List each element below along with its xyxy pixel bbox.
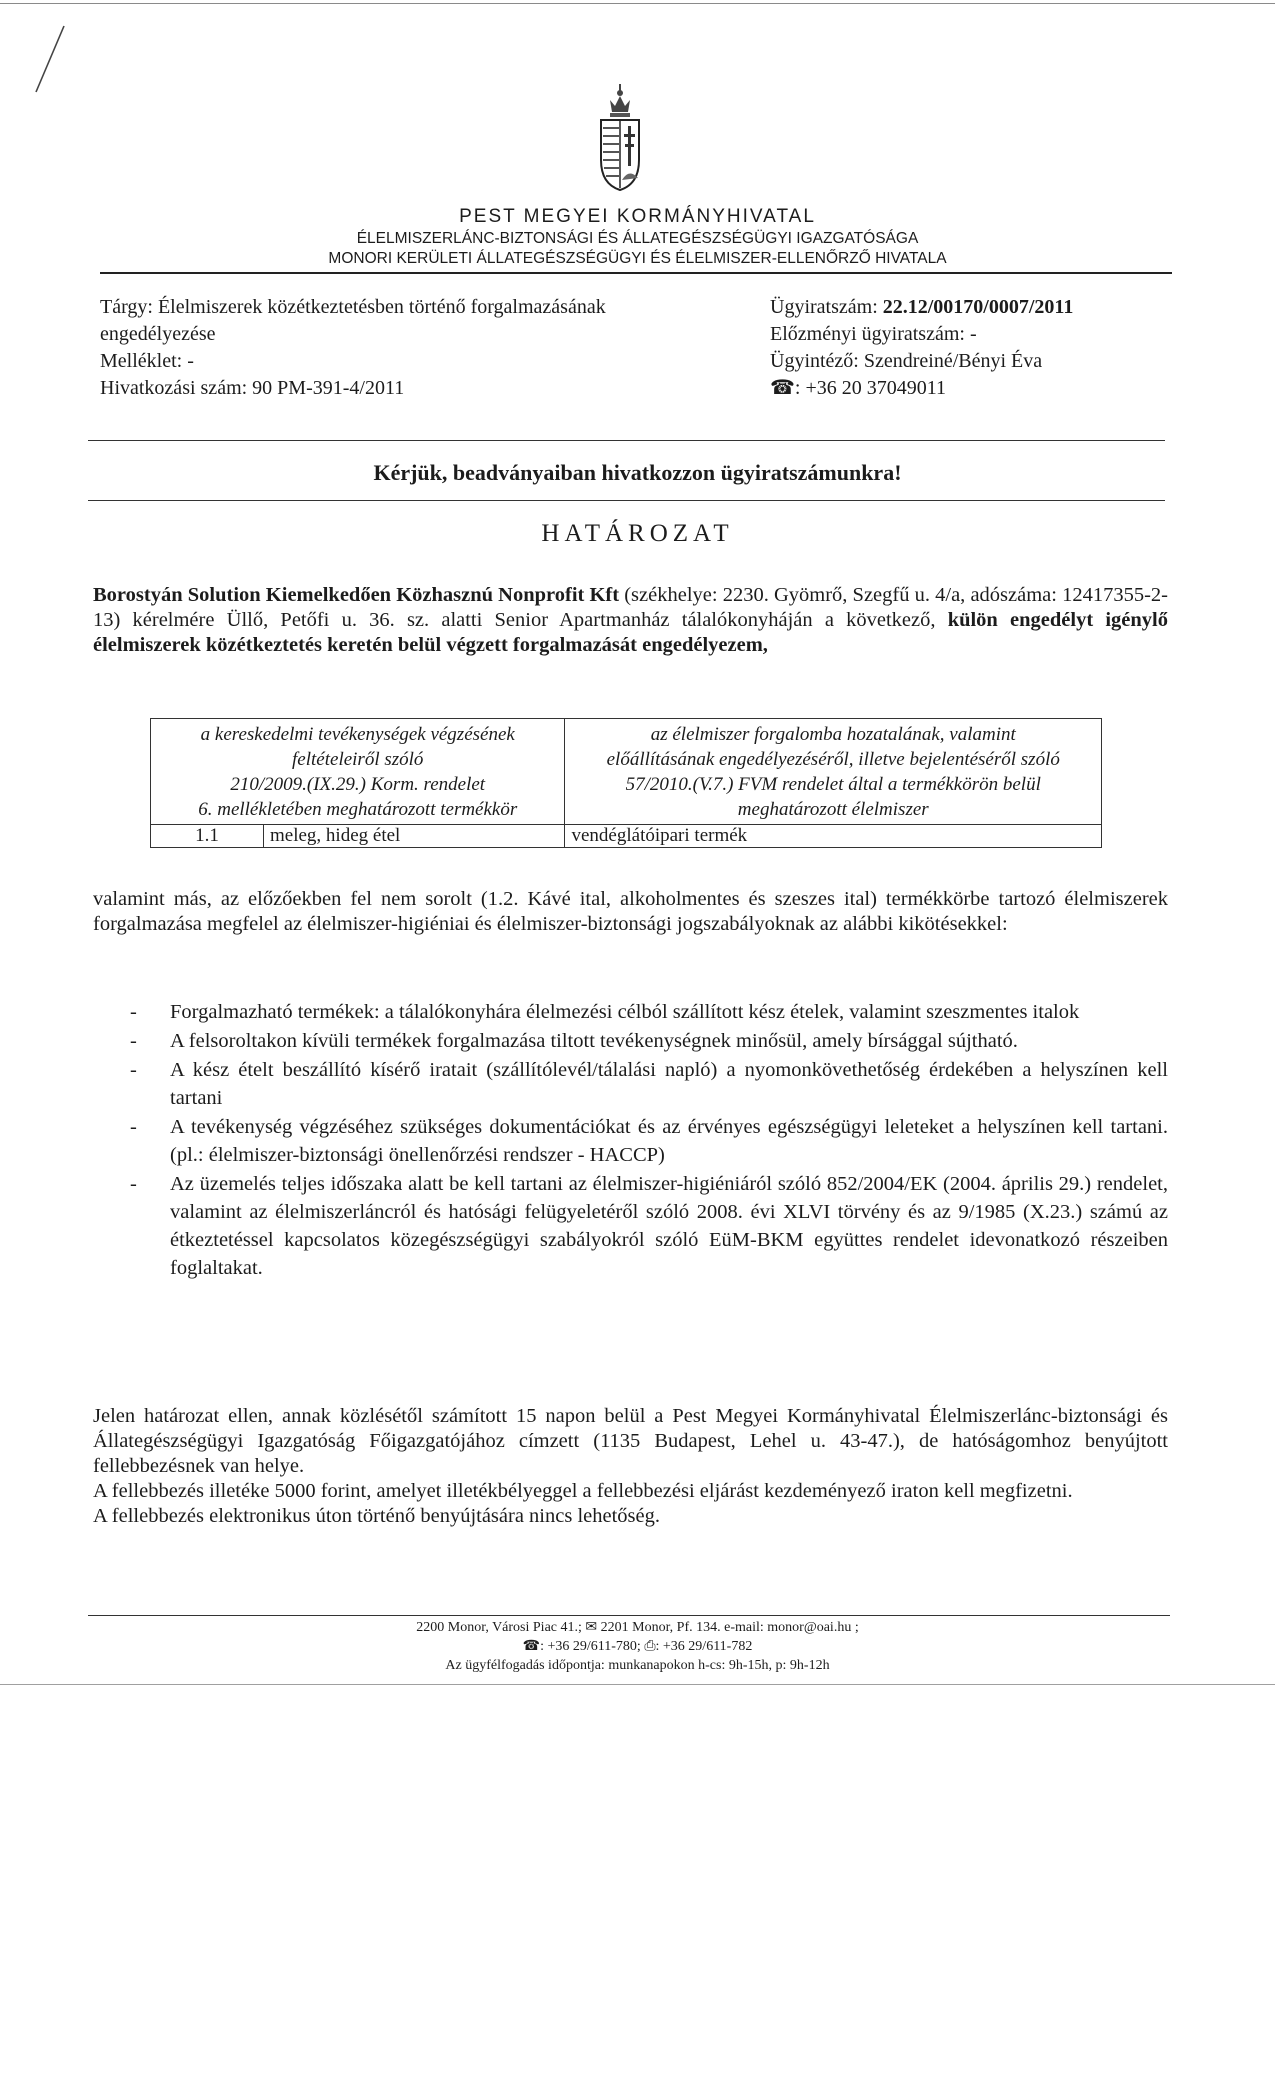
table-header-left — [151, 719, 565, 825]
conditions-intro-paragraph: valamint más, az előzőekben fel nem sorolt (1.2. Kávé ital, alkoholmentes és szeszes ital) termékkörbe tartozó élelmiszerek forgalmazása megfelel az élelmiszer-higiéniai és élelmiszer-biztonsági jogszabályoknak az alábbi kikötésekkel: — [93, 888, 1168, 935]
case-number-label: Ügyiratszám: — [770, 296, 883, 318]
table-cell-code: 1.1 — [151, 825, 264, 848]
table-header-left-line: 6. mellékletében meghatározott termékkör — [198, 799, 518, 820]
condition-text: Az üzemelés teljes időszaka alatt be kell tartani az élelmiszer-higiéniáról szóló 852/2004/EK (2004. április 29.) rendelet, valamint az élelmiszerláncról és hatósági felügyeletéről szóló 2008. évi XLVI törvény és az 9/1985 (X.23.) számú az étkeztetéssel kapcsolatos közegészségügyi szabályokról szóló EüM-BKM együttes rendelet idevonatkozó részeiben foglaltakat. — [170, 1173, 1168, 1279]
appeal-section — [93, 1404, 1168, 1529]
case-officer: Ügyintéző: Szendreiné/Bényi Éva — [770, 350, 1043, 372]
prior-case-number: Előzményi ügyiratszám: - — [770, 323, 977, 345]
condition-text: A kész ételt beszállító kísérő iratait (szállítólevél/tálalási napló) a nyomonkövethetőség érdekében a helyszínen kell tartani — [170, 1059, 1168, 1109]
subject-line-continued: engedélyezése — [100, 323, 216, 345]
envelope-icon: ✉ — [585, 1620, 598, 1635]
list-item — [120, 1027, 1168, 1055]
table-header-left-line: feltételeiről szóló — [292, 749, 424, 770]
list-item — [120, 1056, 1168, 1112]
case-number-line — [770, 294, 1190, 321]
list-dash: - — [130, 1173, 137, 1195]
table-cell-product-group: meleg, hideg étel — [264, 825, 565, 848]
notice-top-rule — [88, 440, 1165, 441]
table-header-right-line: 57/2010.(V.7.) FVM rendelet által a termékkörön belül — [625, 774, 1041, 795]
footer-postal-email: 2201 Monor, Pf. 134. e-mail: monor@oai.hu ; — [597, 1620, 859, 1635]
table-cell-food: vendéglátóipari termék — [565, 825, 1102, 848]
notice-bottom-rule — [88, 500, 1165, 501]
product-category-table — [150, 718, 1102, 848]
condition-text: A tevékenység végzéséhez szükséges dokumentációkat és az érvényes egészségügyi leleteket a helyszínen kell tartani. (pl.: élelmiszer-biztonsági önellenőrzési rendszer - HACCP) — [170, 1116, 1168, 1166]
list-item — [120, 1113, 1168, 1169]
handwritten-slash-mark — [30, 24, 70, 94]
table-header-right — [565, 719, 1102, 825]
case-number-notice: Kérjük, beadványaiban hivatkozzon ügyiratszámunkra! — [373, 460, 902, 485]
top-scan-border — [0, 3, 1275, 4]
header-divider — [100, 272, 1172, 274]
footer-phone-line — [0, 1637, 1275, 1656]
table-header-row — [151, 719, 1102, 825]
table-header-right-line: az élelmiszer forgalomba hozatalának, valamint — [650, 724, 1016, 745]
document-title: HATÁROZAT — [541, 520, 734, 547]
district-office-name: MONORI KERÜLETI ÁLLATEGÉSZSÉGÜGYI ÉS ÉLELMISZER-ELLENŐRZŐ HIVATALA — [328, 250, 947, 267]
table-header-left-line: 210/2009.(IX.29.) Korm. rendelet — [230, 774, 486, 795]
appeal-paragraph: Jelen határozat ellen, annak közlésétől számított 15 napon belül a Pest Megyei Kormányhivatal Élelmiszerlánc-biztonsági és Állategészségügyi Igazgatóság Főigazgatójához címzett (1135 Budapest, Lehel u. 43-47.), de hatóságomhoz benyújtott fellebbezésnek van helye. — [93, 1405, 1168, 1477]
intro-text: (székhelye: 2230. Gyömrő, Szegfű u. 4/a, adószáma: 12417355-2-13) kérelmére Üllő, Petőfi u. 36. sz. alatti Senior Apartmanház tálalókonyháján a következő, — [93, 584, 1168, 631]
condition-text: Forgalmazható termékek: a tálalókonyhára élelmezési célból szállított kész ételek, valamint szeszmentes italok — [170, 1001, 1080, 1023]
table-header-right-line: előállításának engedélyezéséről, illetve bejelentéséről szóló — [606, 749, 1060, 770]
hungarian-coat-of-arms-icon — [598, 82, 642, 192]
list-item — [120, 998, 1168, 1026]
applicant-company: Borostyán Solution Kiemelkedően Közhasznú Nonprofit Kft — [93, 584, 620, 606]
list-dash: - — [130, 1001, 137, 1023]
attachment-line: Melléklet: - — [100, 350, 194, 372]
phone-number: : +36 20 37049011 — [794, 377, 947, 399]
table-row — [151, 825, 1102, 848]
phone-icon: ☎ — [770, 377, 795, 399]
organization-name: PEST MEGYEI KORMÁNYHIVATAL — [459, 206, 816, 227]
phone-line — [770, 375, 1190, 402]
phone-icon: ☎ — [522, 1639, 541, 1654]
subject-line: Tárgy: Élelmiszerek közétkeztetésben történő forgalmazásának — [100, 296, 606, 318]
directorate-name: ÉLELMISZERLÁNC-BIZTONSÁGI ÉS ÁLLATEGÉSZSÉGÜGYI IGAZGATÓSÁGA — [356, 230, 919, 247]
footer-phone: : +36 29/611-780; — [540, 1639, 645, 1654]
bottom-scan-border — [0, 1684, 1275, 1685]
footer-address: 2200 Monor, Városi Piac 41.; — [416, 1620, 586, 1635]
permission-statement: külön engedélyt igénylő élelmiszerek közétkeztetés keretén belül végzett forgalmazását engedélyezem, — [93, 609, 1168, 656]
table-header-left-line: a kereskedelmi tevékenységek végzésének — [200, 724, 515, 745]
list-item — [120, 1170, 1168, 1282]
table-header-right-line: meghatározott élelmiszer — [737, 799, 929, 820]
appeal-fee-paragraph: A fellebbezés illetéke 5000 forint, amelyet illetékbélyeggel a fellebbezési eljárást kezdeményező iraton kell megfizetni. — [93, 1480, 1073, 1502]
condition-text: A felsoroltakon kívüli termékek forgalmazása tiltott tevékenységnek minősül, amely bírsággal sújtható. — [170, 1030, 1018, 1052]
case-number-value: 22.12/00170/0007/2011 — [882, 296, 1074, 318]
list-dash: - — [130, 1059, 137, 1081]
fax-icon: ⎙ — [644, 1639, 656, 1654]
footer-fax: : +36 29/611-782 — [655, 1639, 753, 1654]
document-meta-left — [100, 294, 740, 402]
reference-number: Hivatkozási szám: 90 PM-391-4/2011 — [100, 377, 405, 399]
appeal-electronic-paragraph: A fellebbezés elektronikus úton történő benyújtására nincs lehetőség. — [93, 1505, 660, 1527]
footer-address-line — [0, 1618, 1275, 1637]
list-dash: - — [130, 1030, 137, 1052]
document-meta-right — [770, 294, 1190, 402]
list-dash: - — [130, 1116, 137, 1138]
conditions-list — [120, 998, 1168, 1283]
footer-divider — [88, 1615, 1170, 1616]
footer-office-hours: Az ügyfélfogadás időpontja: munkanapokon h-cs: 9h-15h, p: 9h-12h — [445, 1658, 830, 1673]
decision-intro-paragraph — [93, 583, 1168, 658]
